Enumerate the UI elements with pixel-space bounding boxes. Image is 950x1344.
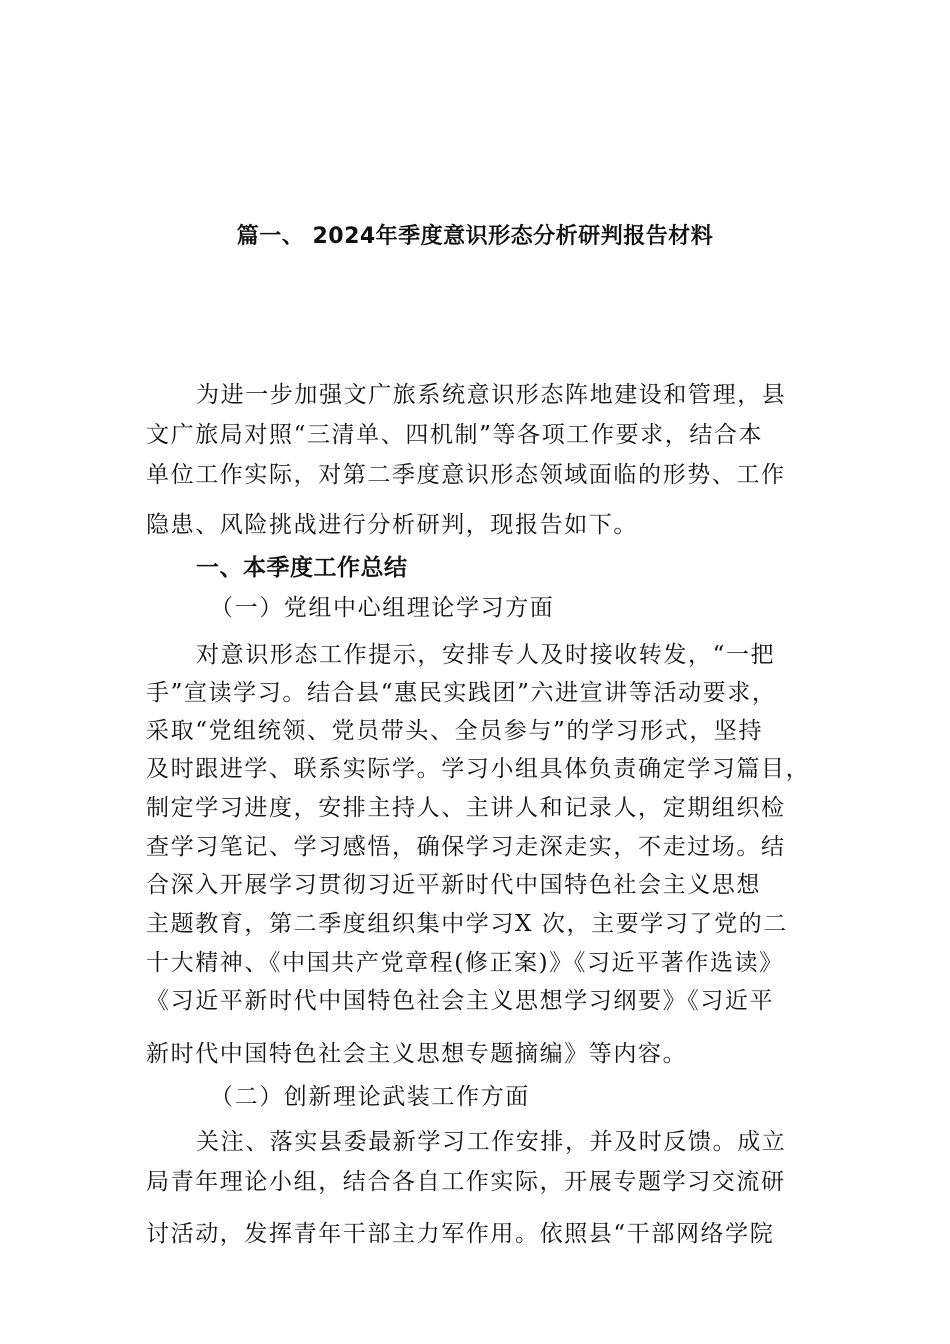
intro-line-4: 隐患、风险挑战进行分析研判，现报告如下。 <box>146 512 638 538</box>
sub1-line-4: 及时跟进学、联系实际学。学习小组具体负责确定学习篇目， <box>146 756 811 782</box>
sub1-line-10: 《习近平新时代中国特色社会主义思想学习纲要》《习近平 <box>146 988 775 1014</box>
sub1-line-6: 查学习笔记、学习感悟，确保学习走深走实，不走过场。结 <box>146 834 786 860</box>
sub1-line-5: 制定学习进度，安排主持人、主讲人和记录人，定期组织检 <box>146 795 786 821</box>
section-heading-1: 一、本季度工作总结 <box>196 555 408 581</box>
subsection-heading-1: （一）党组中心组理论学习方面 <box>210 595 555 621</box>
intro-line-3: 单位工作实际，对第二季度意识形态领域面临的形势、工作 <box>146 462 786 488</box>
document-title: 篇一、 2024年季度意识形态分析研判报告材料 <box>236 224 714 249</box>
sub2-line-2: 局青年理论小组，结合各自工作实际，开展专题学习交流研 <box>146 1169 786 1195</box>
sub1-line-3: 采取“党组统领、党员带头、全员参与”的学习形式，坚持 <box>146 718 764 744</box>
intro-line-2: 文广旅局对照“三清单、四机制”等各项工作要求，结合本 <box>146 422 764 448</box>
sub2-line-3: 讨活动，发挥青年干部主力军作用。依照县“干部网络学院 <box>146 1221 775 1247</box>
subsection-heading-2: （二）创新理论武装工作方面 <box>210 1084 530 1110</box>
sub1-line-7: 合深入开展学习贯彻习近平新时代中国特色社会主义思想 <box>146 872 761 898</box>
sub1-line-11: 新时代中国特色社会主义思想专题摘编》等内容。 <box>146 1041 688 1067</box>
sub1-line-1: 对意识形态工作提示，安排专人及时接收转发，“一把 <box>196 642 776 668</box>
sub1-line-2: 手”宣读学习。结合县“惠民实践团”六进宣讲等活动要求， <box>146 680 777 706</box>
sub1-line-8: 主题教育，第二季度组织集中学习X 次，主要学习了党的二 <box>146 911 788 937</box>
sub1-line-9: 十大精神、《中国共产党章程(修正案)》《习近平著作选读》 <box>146 950 784 976</box>
intro-line-1: 为进一步加强文广旅系统意识形态阵地建设和管理，县 <box>196 382 787 408</box>
sub2-line-1: 关注、落实县委最新学习工作安排，并及时反馈。成立 <box>196 1129 787 1155</box>
